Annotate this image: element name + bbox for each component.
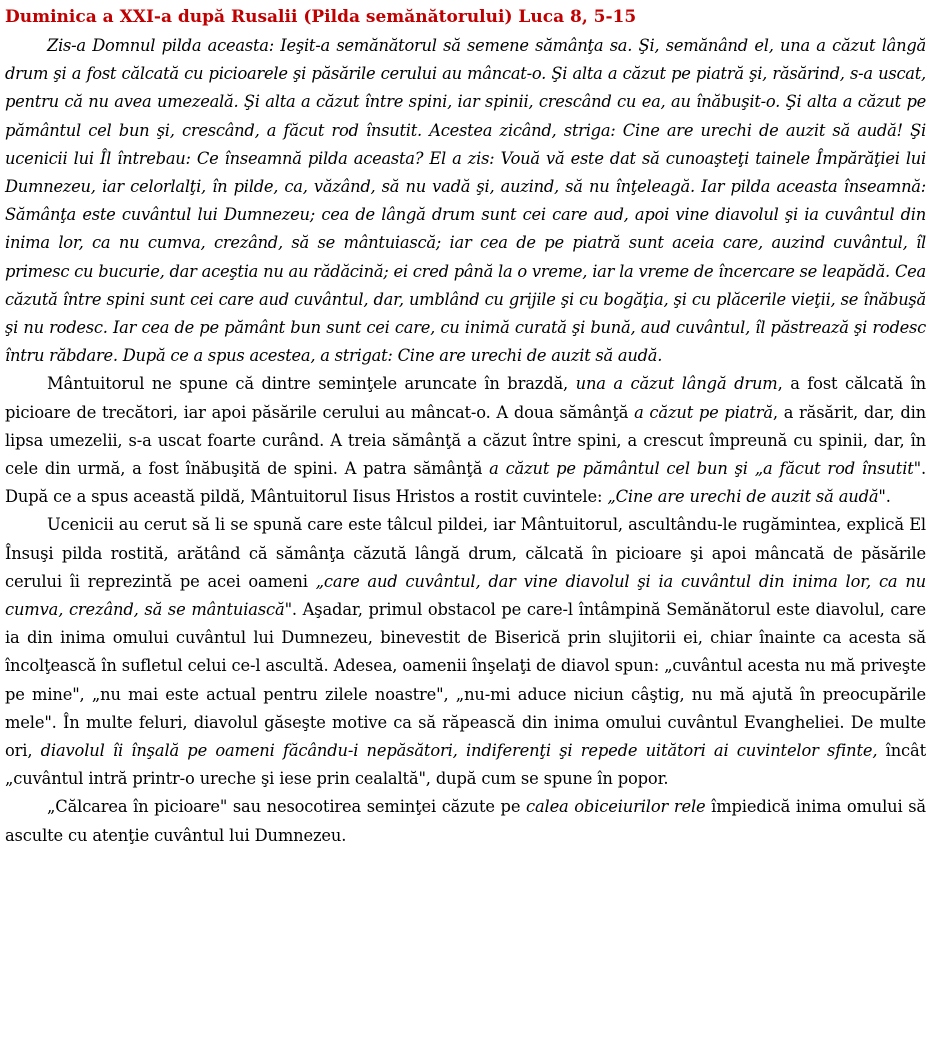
italic-quote: a căzut pe piatră bbox=[634, 402, 773, 422]
text-segment: Mântuitorul ne spune că dintre seminţele aruncate în brazdă, bbox=[47, 374, 576, 394]
text-segment: Ucenicii au cerut să li se spună care este tâlcul pildei, iar Mântuitorul, ascultându-le rugămintea, explică El Însuşi pilda rostită, arătând că sămânţa căzută lângă drum, călcată în picioare şi apoi mâncată de păsările cerului îi reprezintă pe acei oameni bbox=[5, 515, 926, 591]
text-segment: , a fost călcată în picioare de trecători, iar apoi păsările cerului au mâncat-o. A doua sămânţă bbox=[5, 374, 926, 422]
text-segment: . După ce a spus această pildă, Mântuitorul Iisus Hristos a rostit cuvintele: bbox=[5, 459, 927, 507]
document-title: Duminica a XXI-a după Rusalii (Pilda semănătorului) Luca 8, 5-15 bbox=[5, 7, 637, 27]
italic-quote: „Cine are urechi de auzit să audă" bbox=[607, 487, 886, 507]
gospel-text-paragraph: Zis-a Domnul pilda aceasta: Ieşit-a semănătorul să semene sămânţa sa. Şi, semănând el, una a căzut lângă drum şi a fost călcată cu picioarele şi păsările cerului au mâncat-o. Şi alta a căzut pe piatră şi, răsărind, s-a uscat, pentru că nu avea umezeală. Şi alta a căzut între spini, iar spinii, crescând cu ea, au înăbuşit-o. Şi alta a căzut pe pământul cel bun şi, crescând, a făcut rod însutit. Acestea zicând, striga: Cine are urechi de auzit să audă! Şi ucenicii lui Îl întrebau: Ce înseamnă pilda aceasta? El a zis: Vouă vă este dat să cunoaşteţi tainele Împărăţiei lui Dumnezeu, iar celorlalţi, în pilde, ca, văzând, să nu vadă şi, auzind, să nu înţeleagă. Iar pilda aceasta înseamnă: Sămânţa este cuvântul lui Dumnezeu; cea de lângă drum sunt cei care aud, apoi vine diavolul şi ia cuvântul din inima lor, ca nu cumva, crezând, să se mântuiască; iar cea de pe piatră sunt aceia care, auzind cuvântul, îl primesc cu bucurie, dar aceştia nu au rădăcină; ei cred până la o vreme, iar la vreme de încercare se leapădă. Cea căzută între spini sunt cei care aud cuvântul, dar, umblând cu grijile şi cu bogăţia, şi cu plăcerile vieţii, se înăbuşă şi nu rodesc. Iar cea de pe pământ bun sunt cei care, cu inimă curată şi bună, aud cuvântul, îl păstrează şi rodesc întru răbdare. După ce a spus acestea, a strigat: Cine are urechi de auzit să audă. bbox=[5, 36, 926, 366]
text-segment: împiedică inima omului să asculte cu atenţie cuvântul lui Dumnezeu. bbox=[5, 797, 926, 845]
text-segment: . Aşadar, primul obstacol pe care-l întâmpină Semănătorul este diavolul, care ia din inima omului cuvântul lui Dumnezeu, binevestit de Biserică prin slujitorii ei, chiar înainte ca acesta să încolţească în sufletul celui ce-l ascultă. Adesea, oamenii înşelaţi de diavol spun: „cuvântul acesta nu mă priveşte pe mine", „nu mai este actual pentru zilele noastre", „nu-mi aduce niciun câştig, nu mă ajută în preocupările mele". În multe feluri, diavolul găseşte motive ca să răpească din inima omului cuvântul Evangheliei. De multe ori, bbox=[5, 600, 926, 761]
text-segment: „Călcarea în picioare" sau nesocotirea seminţei căzute pe bbox=[47, 797, 526, 817]
text-segment: , a răsărit, dar, din lipsa umezelii, s-a uscat foarte curând. A treia sămânţă a căzut între spini, a crescut împreună cu spinii, dar, în cele din urmă, a fost înăbuşită de spini. A patra sămânţă bbox=[5, 402, 927, 479]
text-segment: încât „cuvântul intră printr-o ureche şi iese prin cealaltă", după cum se spune în popor. bbox=[5, 741, 926, 789]
text-segment: . bbox=[885, 487, 891, 507]
italic-quote: una a căzut lângă drum bbox=[575, 374, 778, 394]
italic-quote: a căzut pe pământul cel bun şi „a făcut rod însutit" bbox=[489, 459, 921, 479]
italic-quote: diavolul îi înşală pe oameni făcându-i nepăsători, indiferenţi şi repede uitători ai cuvintelor sfinte, bbox=[40, 741, 878, 761]
commentary-paragraph-3 bbox=[5, 793, 926, 849]
italic-quote: calea obiceiurilor rele bbox=[525, 797, 706, 817]
italic-quote: „care aud cuvântul, dar vine diavolul şi ia cuvântul din inima lor, ca nu cumva, crezând, să se mântuiască" bbox=[5, 571, 926, 620]
commentary-paragraph-2 bbox=[5, 511, 926, 793]
commentary-paragraph-1 bbox=[5, 370, 926, 511]
